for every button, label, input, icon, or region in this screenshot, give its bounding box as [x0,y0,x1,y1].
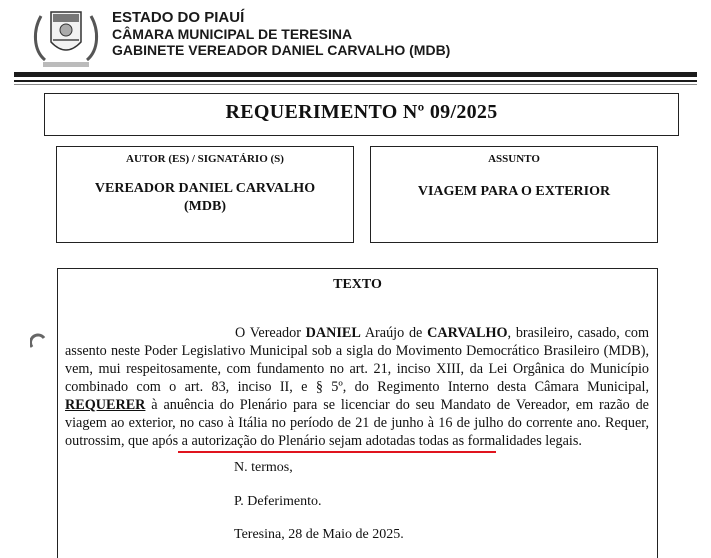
text-span: do corrente ano. Requer, outrossim, que após a autorização do Plenário sejam adotadas todas as formalidades legais. [65,415,649,449]
bold-requerer: REQUERER [65,397,146,413]
author-label: AUTOR (ES) / SIGNATÁRIO (S) [126,153,284,165]
header-rule-thick [14,72,697,77]
request-paragraph [65,324,649,450]
header-chamber: CÂMARA MUNICIPAL DE TERESINA [112,26,353,42]
header-rule [14,80,697,82]
request-body [65,324,649,450]
author-value [57,180,353,216]
highlighted-trip-period: no caso à Itália no período de 21 de junho à 16 de julho [179,415,504,431]
text-span: , brasileiro, casado, com assento neste Poder Legislativo Municipal sob a sigla do Movimento Democrático Brasileiro (MDB), vem, mui respeitosamente, com fundamento no art. 21, inciso XIII, da Lei Orgânica do Município combinado com o art. 83, inciso II, e § 5º, do Regimento Interno desta Câmara Municipal, [65,325,649,395]
letterhead [112,10,450,58]
author-box [56,146,354,243]
text-label: TEXTO [333,277,382,292]
closing-termos: N. termos, [234,460,293,475]
municipal-seal-icon [29,2,103,72]
scan-mark-icon [30,333,46,349]
author-name: VEREADOR DANIEL CARVALHO [94,181,316,196]
document-title: REQUERIMENTO Nº 09/2025 [225,101,498,123]
subject-label: ASSUNTO [488,153,540,165]
subject-box [370,146,658,243]
header-office: GABINETE VEREADOR DANIEL CARVALHO (MDB) [112,42,451,58]
text-span: à anuência do Plenário para se licenciar do seu Mandato de Vereador, em razão de viagem ao exterior, [65,397,649,431]
text-box [57,268,658,558]
author-party: (MDB) [184,199,226,214]
place-date: Teresina, 28 de Maio de 2025. [234,527,404,542]
header-state: ESTADO DO PIAUÍ [112,9,245,26]
text-span: Araújo de [360,325,428,341]
text-span: O Vereador [235,325,306,341]
red-underline-annotation [178,451,496,453]
bold-name-carvalho: CARVALHO [427,325,508,341]
title-box [44,93,679,136]
bold-name-daniel: DANIEL [305,325,361,341]
header-rule-thin [14,84,697,85]
closing-deferimento: P. Deferimento. [234,494,322,509]
subject-value: VIAGEM PARA O EXTERIOR [417,184,611,199]
